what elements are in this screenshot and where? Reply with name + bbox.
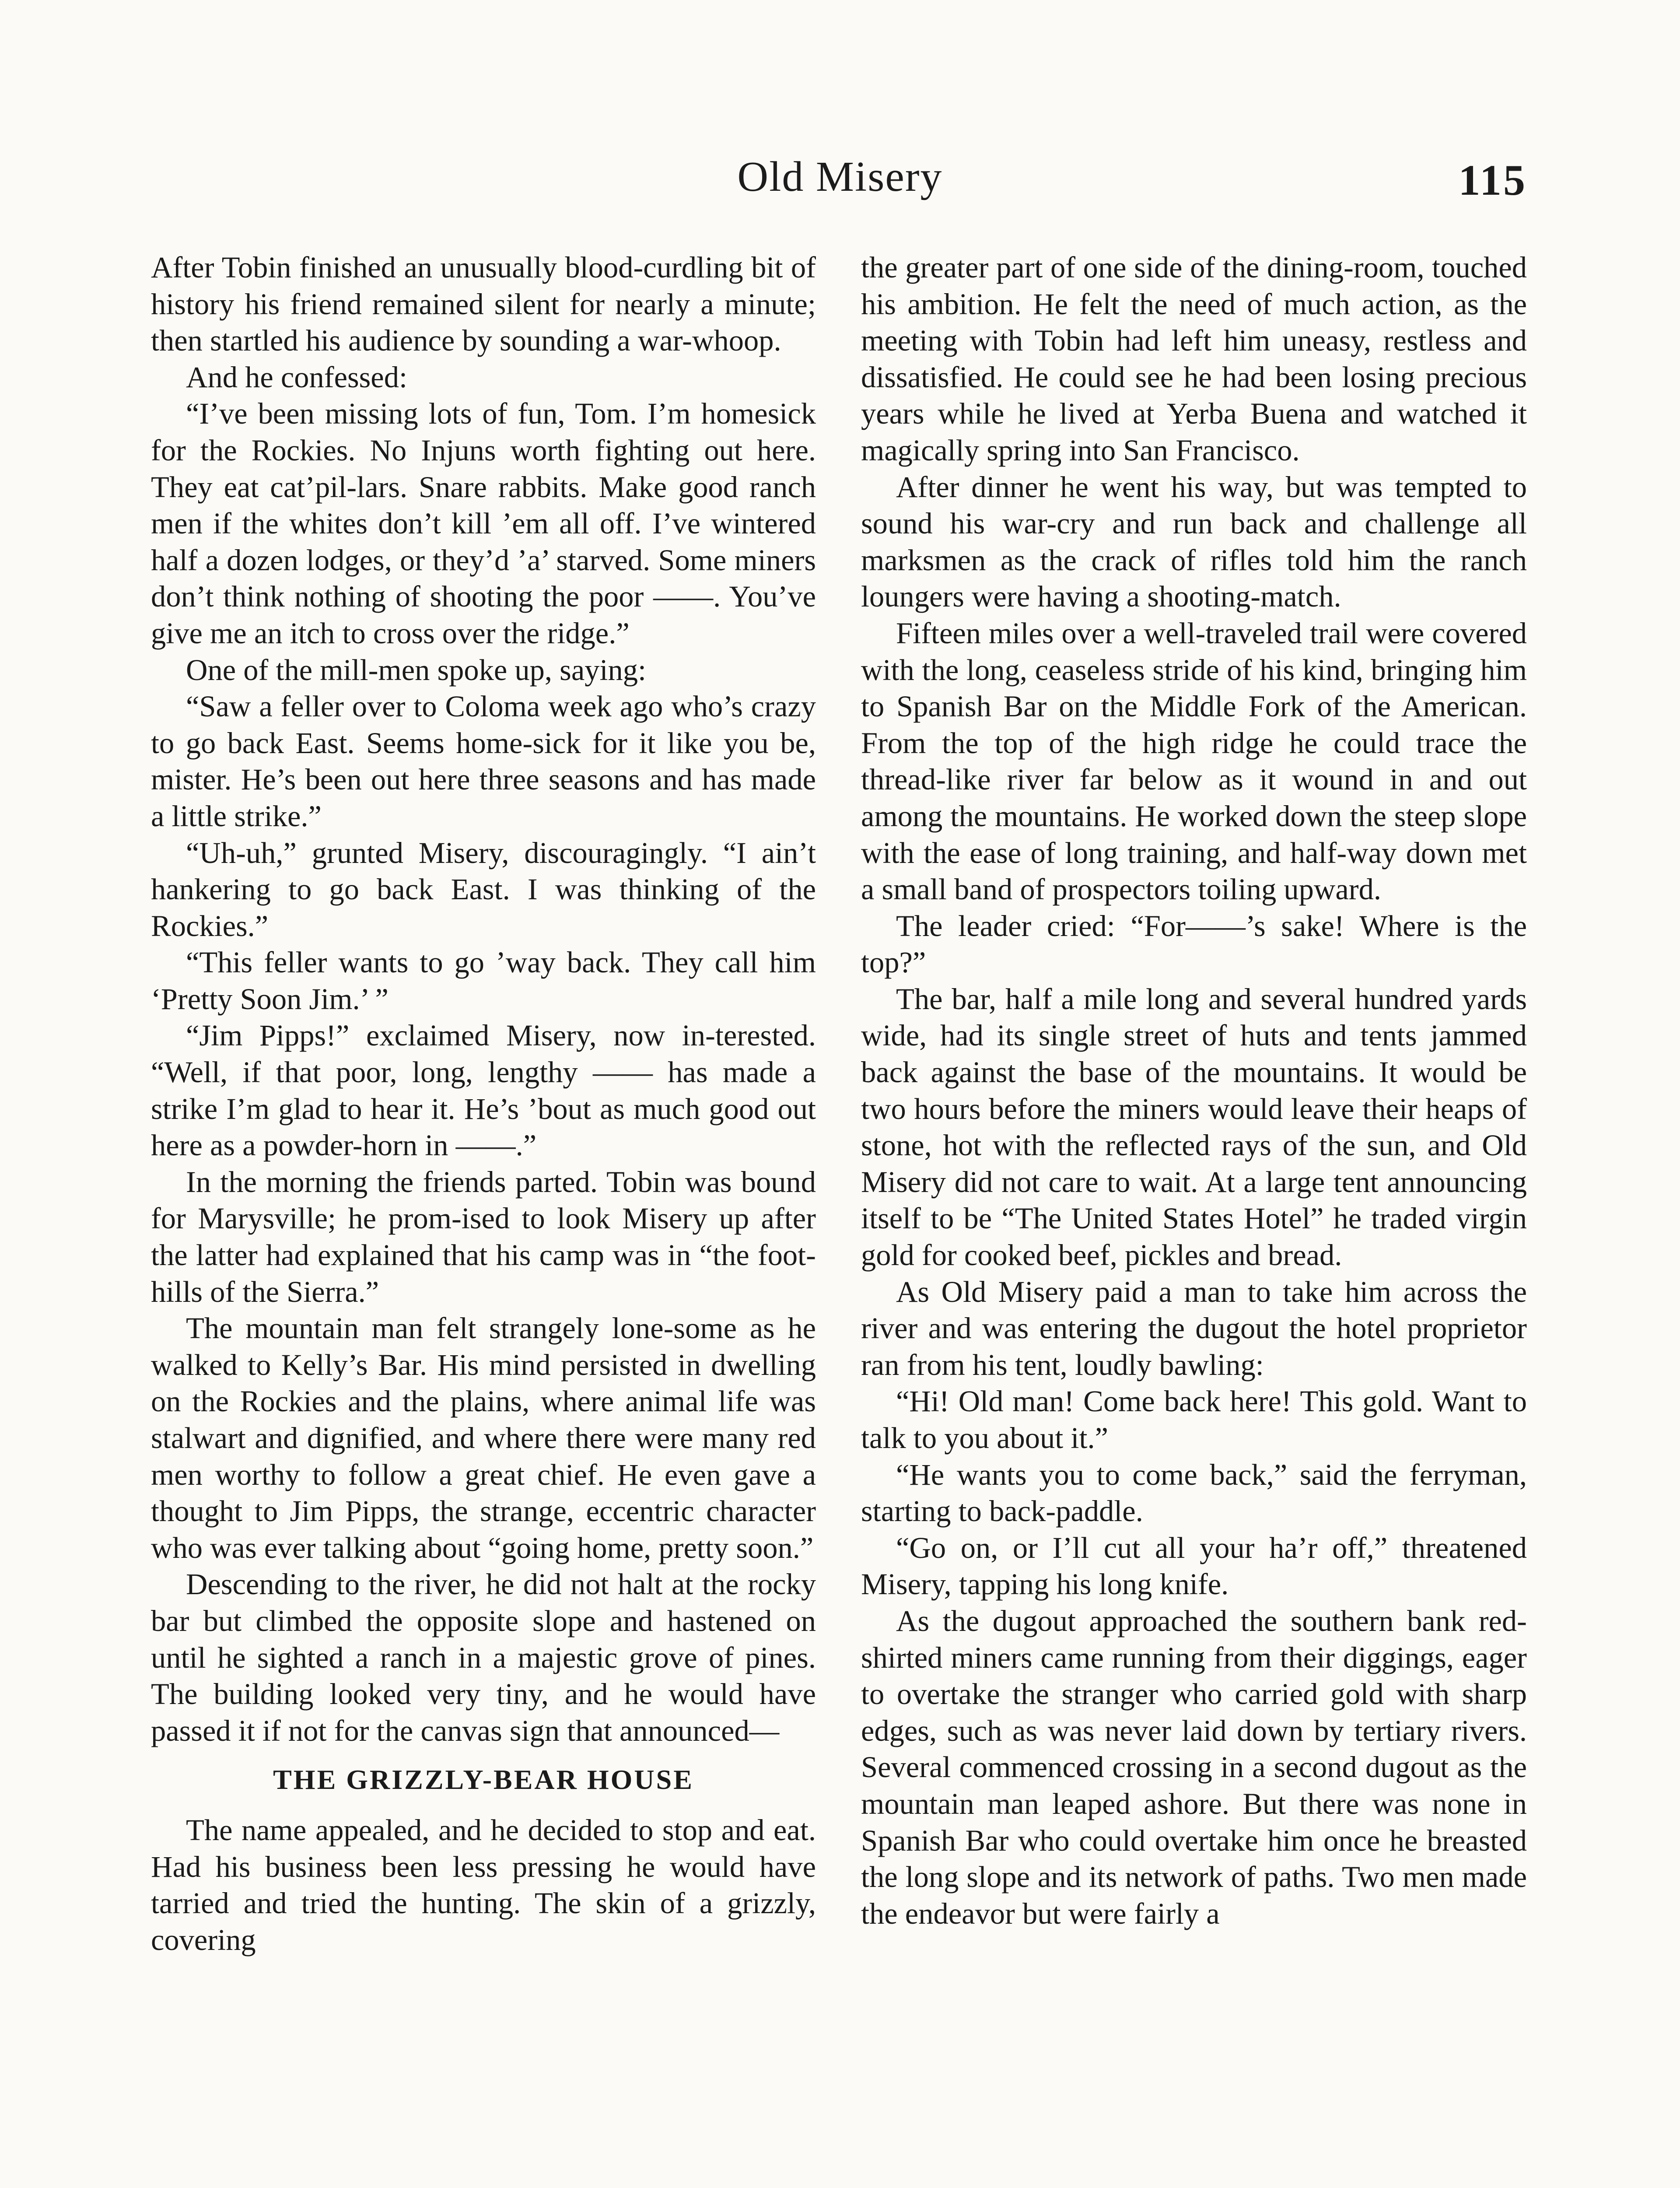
- paragraph: The bar, half a mile long and several hundred yards wide, had its single street of huts and tents jammed back against the base of the mountains. It would be two hours before the miners would leave their heaps of stone, hot with the reflected rays of the sun, and Old Misery did not care to wait. At a large tent announcing itself to be “The United States Hotel” he traded virgin gold for cooked beef, pickles and bread.: [861, 982, 1527, 1272]
- running-head-title: Old Misery: [737, 153, 943, 200]
- paragraph: Descending to the river, he did not halt at the rocky bar but climbed the opposite slope and hastened on until he sighted a ranch in a majestic grove of pines. The building looked very tiny, and he would have passed it if not for the canvas sign that announced—: [151, 1567, 816, 1747]
- paragraph: the greater part of one side of the dining-room, touched his ambition. He felt the need of much action, as the meeting with Tobin had left him uneasy, restless and dissatisfied. He could see he had been losing precious years while he lived at Yerba Buena and watched it magically spring into San Francisco.: [861, 251, 1527, 467]
- paragraph: “This feller wants to go ’way back. They call him ‘Pretty Soon Jim.’ ”: [151, 946, 816, 1016]
- paragraph: The leader cried: “For——’s sake! Where is the top?”: [861, 909, 1527, 979]
- paragraph: The name appealed, and he decided to stop and eat. Had his business been less pressing he would have tarried and tried the hunting. The skin of a grizzly, covering: [151, 1813, 816, 1957]
- paragraph: “I’ve been missing lots of fun, Tom. I’m homesick for the Rockies. No Injuns worth fighting out here. They eat cat’pil-lars. Snare rabbits. Make good ranch men if the whites don’t kill ’em all off. I’ve wintered half a dozen lodges, or they’d ’a’ starved. Some miners don’t think nothing of shooting the poor ——. You’ve give me an itch to cross over the ridge.”: [151, 397, 816, 650]
- paragraph: “Go on, or I’ll cut all your ha’r off,” threatened Misery, tapping his long knife.: [861, 1531, 1527, 1601]
- right-column: [861, 249, 1527, 1932]
- paragraph: One of the mill-men spoke up, saying:: [186, 653, 647, 687]
- paragraph: And he confessed:: [186, 360, 407, 394]
- paragraph: “Saw a feller over to Coloma week ago who’s crazy to go back East. Seems home-sick for it like you be, mister. He’s been out here three seasons and has made a little strike.”: [151, 690, 816, 833]
- paragraph: “Uh-uh,” grunted Misery, discouragingly. “I ain’t hankering to go back East. I was thinking of the Rockies.”: [151, 836, 816, 943]
- paragraph: The mountain man felt strangely lone-some as he walked to Kelly’s Bar. His mind persisted in dwelling on the Rockies and the plains, where animal life was stalwart and dignified, and where there were many red men worthy to follow a great chief. He even gave a thought to Jim Pipps, the strange, eccentric character who was ever talking about “going home, pretty soon.”: [151, 1311, 816, 1564]
- paragraph: After Tobin finished an unusually blood-curdling bit of history his friend remained silent for nearly a minute; then startled his audience by sounding a war-whoop.: [151, 251, 816, 358]
- paragraph: “Hi! Old man! Come back here! This gold. Want to talk to you about it.”: [861, 1385, 1527, 1455]
- left-column: [151, 249, 816, 1958]
- paragraph: Fifteen miles over a well-traveled trail were covered with the long, ceaseless stride of his kind, bringing him to Spanish Bar on the Middle Fork of the American. From the top of the high ridge he could trace the thread-like river far below as it wound in and out among the mountains. He worked down the steep slope with the ease of long training, and half-way down met a small band of prospectors toiling upward.: [861, 616, 1527, 906]
- paragraph: As the dugout approached the southern bank red-shirted miners came running from their diggings, eager to overtake the stranger who carried gold with sharp edges, such as was never laid down by tertiary rivers. Several commenced crossing in a second dugout as the mountain man leaped ashore. But there was none in Spanish Bar who could overtake him once he breasted the long slope and its network of paths. Two men made the endeavor but were fairly a: [861, 1604, 1527, 1930]
- paragraph: “He wants you to come back,” said the ferryman, starting to back-paddle.: [861, 1458, 1527, 1528]
- section-heading: THE GRIZZLY-BEAR HOUSE: [273, 1764, 694, 1795]
- paragraph: As Old Misery paid a man to take him across the river and was entering the dugout the hotel proprietor ran from his tent, loudly bawling:: [861, 1275, 1527, 1382]
- page-number: 115: [1458, 156, 1527, 204]
- paragraph: “Jim Pipps!” exclaimed Misery, now in-terested. “Well, if that poor, long, lengthy —— has made a strike I’m glad to hear it. He’s ’bout as much good out here as a powder-horn in ——.”: [151, 1019, 816, 1162]
- paragraph: In the morning the friends parted. Tobin was bound for Marysville; he prom-ised to look Misery up after the latter had explained that his camp was in “the foot-hills of the Sierra.”: [151, 1165, 816, 1308]
- paragraph: After dinner he went his way, but was tempted to sound his war-cry and run back and challenge all marksmen as the crack of rifles told him the ranch loungers were having a shooting-match.: [861, 470, 1527, 614]
